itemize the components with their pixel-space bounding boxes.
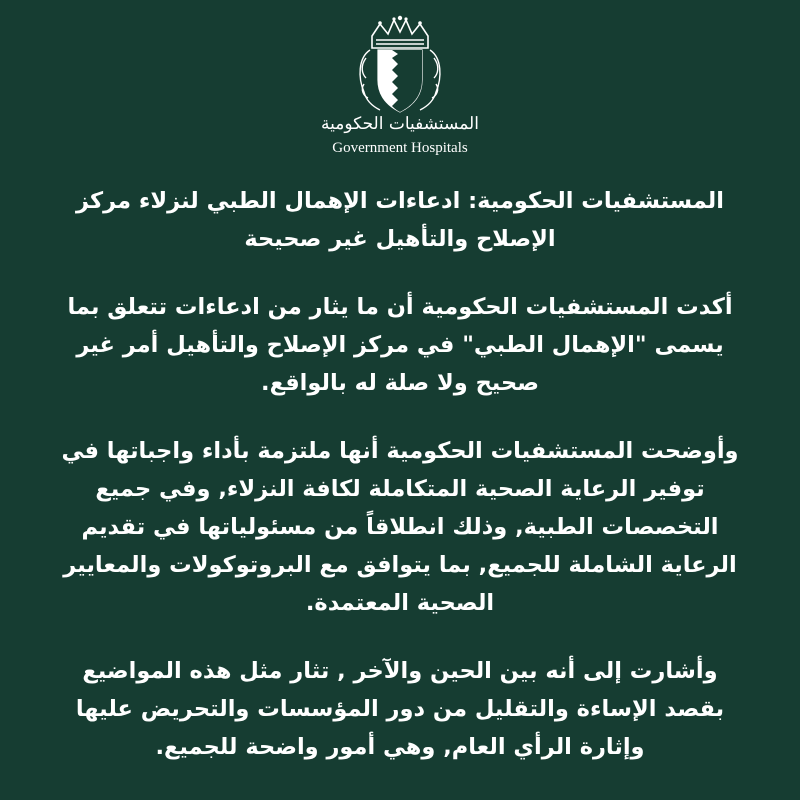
article-body [60,182,740,766]
article-paragraph-1: أكدت المستشفيات الحكومية أن ما يثار من ادعاءات تتعلق بما يسمى "الإهمال الطبي" في مركز الإصلاح والتأهيل أمر غير صحيح ولا صلة له بالواقع. [67,294,733,396]
article-paragraph-2: وأوضحت المستشفيات الحكومية أنها ملتزمة بأداء واجباتها في توفير الرعاية الصحية المتكاملة لكافة النزلاء, وفي جميع التخصصات الطبية, وذلك انطلاقاً من مسئولياتها في تقديم الرعاية الشاملة للجميع, بما يتوافق مع البروتوكولات والمعايير الصحية المعتمدة. [61,438,739,616]
org-name-english: Government Hospitals [332,140,468,156]
org-name-arabic: المستشفيات الحكومية [321,114,479,134]
article-headline: المستشفيات الحكومية: ادعاءات الإهمال الطبي لنزلاء مركز الإصلاح والتأهيل غير صحيحة [76,188,724,252]
article-paragraph-3: وأشارت إلى أنه بين الحين والآخر , تثار مثل هذه المواضيع بقصد الإساءة والتقليل من دور المؤسسات والتحريض عليها وإثارة الرأي العام, وهي أمور واضحة للجميع. [75,658,725,760]
bahrain-crest-icon [354,14,446,118]
